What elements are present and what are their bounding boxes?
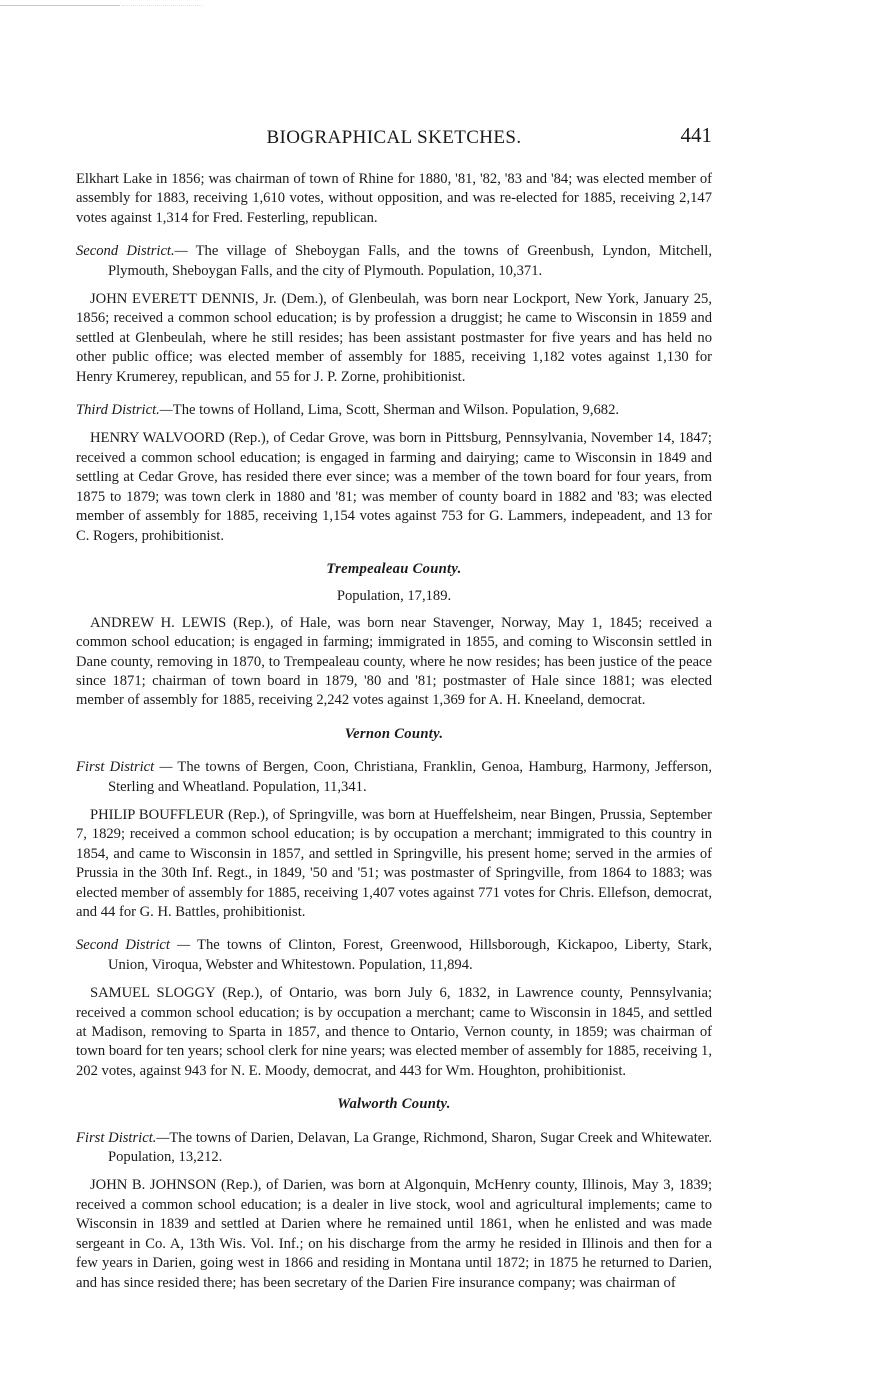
running-head — [76, 123, 712, 152]
bio-dennis: JOHN EVERETT DENNIS, Jr. (Dem.), of Glenbeulah, was born near Lockport, New York, January 25, 1856; received a common school education; is by profession a druggist; he came to Wisconsin in 1859 and settled at Glenbeulah, where he still resides; has been assistant postmaster for five years and has held no other public office; was elected member of assembly for 1885, receiving 1,182 votes against 1,130 for Henry Krumerey, republican, and 55 for J. P. Zorne, prohibitionist. — [76, 291, 712, 385]
district-heading-sheboygan-third — [76, 401, 712, 420]
district-heading-sheboygan-second — [76, 242, 712, 281]
county-population: Population, 17,189. — [336, 588, 452, 605]
bio-walvoord: HENRY WALVOORD (Rep.), of Cedar Grove, was born in Pittsburg, Pennsylvania, November 14, 1847; received a common school education; is engaged in farming and dairying; came to Wisconsin in 1849 and settling at Cedar Grove, has resided there ever since; was a member of the town board for four years, from 1875 to 1879; was town clerk in 1880 and '81; was member of county board in 1882 and '83; was elected member of assembly for 1885, receiving 1,154 votes against 753 for G. Lammers, indepeadent, and 13 for C. Rogers, prohibitionist. — [76, 430, 712, 544]
running-title: BIOGRAPHICAL SKETCHES. — [266, 127, 522, 148]
district-label: Second District — — [76, 937, 191, 954]
continuation-paragraph: Elkhart Lake in 1856; was chairman of town of Rhine for 1880, '81, '82, '83 and '84; was elected member of assembly for 1883, receiving 1,610 votes, without opposition, and was re-elected for 1885, receiving 2,147 votes against 1,314 for Fred. Festerling, republican. — [76, 171, 712, 226]
bio-sloggy: SAMUEL SLOGGY (Rep.), of Ontario, was born July 6, 1832, in Lawrence county, Pennsylvania; received a common school education; is by occupation a merchant; came to Wisconsin in 1845, and settled at Madison, removing to Sparta in 1857, and thence to Ontario, Vernon county, in 1859; was chairman of town board for ten years; school clerk for nine years; was elected member of assembly for 1885, receiving 1, 202 votes, against 943 for N. E. Moody, democrat, and 443 for Wm. Houghton, prohibitionist. — [76, 985, 712, 1079]
county-heading-vernon: Vernon County. — [344, 725, 444, 742]
county-heading-trempealeau: Trempealeau County. — [326, 560, 462, 577]
page-content — [76, 123, 713, 1303]
bio-johnson: JOHN B. JOHNSON (Rep.), of Darien, was born at Algonquin, McHenry county, Illinois, May 3, 1839; received a common school education; is a dealer in live stock, wool and agricultural implements; came to Wisconsin in 1839 and settled at Darien where he remained until 1861, when he enlisted and was made sergeant in Co. A, 13th Wis. Vol. Inf.; on his discharge from the army he resided in Illinois and then for a few years in Darien, going west in 1866 and residing in Montana until 1872; in 1875 he returned to Darien, and has since resided there; has been secretary of the Darien Fire insurance company; was chairman of — [76, 1177, 712, 1291]
district-label: Third District.— — [76, 402, 173, 419]
district-label: First District.— — [76, 1129, 170, 1146]
top-edge-rule — [0, 5, 120, 6]
district-label: First District — — [76, 759, 173, 776]
district-description: The towns of Darien, Delavan, La Grange, Richmond, Sharon, Sugar Creek and Whitewater. Population, 13,212. — [108, 1129, 712, 1166]
bio-lewis: ANDREW H. LEWIS (Rep.), of Hale, was born near Stavenger, Norway, May 1, 1845; received a common school education; is engaged in farming; immigrated in 1855, and coming to Wisconsin settled in Dane county, removing in 1870, to Trempealeau county, where he now resides; has been justice of the peace since 1871; chairman of town board in 1879, '80 and '81; postmaster of Hale since 1881; was elected member of assembly for 1885, receiving 2,242 votes against 1,369 for A. H. Kneeland, democrat. — [76, 614, 712, 709]
district-description: The towns of Holland, Lima, Scott, Sherman and Wilson. Population, 9,682. — [172, 402, 620, 419]
bio-bouffleur: PHILIP BOUFFLEUR (Rep.), of Springville, was born at Hueffelsheim, near Bingen, Prussia, September 7, 1829; received a common school education; is by occupation a merchant; immigrated to this country in 1854, and came to Wisconsin in 1857, and settled in Springville, his present home; served in the armies of Prussia in the 30th Inf. Regt., in 1849, '50 and '51; was postmaster of Springville, from 1864 to 1883; was elected member of assembly for 1885, receiving 1,407 votes against 771 votes for Chris. Ellefson, democrat, and 44 for G. H. Battles, prohibitionist. — [76, 806, 712, 920]
district-heading-walworth-first — [76, 1129, 712, 1168]
top-edge-rule-faint — [122, 5, 202, 6]
district-description: The village of Sheboygan Falls, and the towns of Greenbush, Lyndon, Mitchell, Plymouth, Sheboygan Falls, and the city of Plymouth. Population, 10,371. — [108, 243, 712, 279]
district-description: The towns of Bergen, Coon, Christiana, Franklin, Genoa, Hamburg, Harmony, Jefferson, Sterling and Wheatland. Population, 11,341. — [108, 759, 713, 795]
district-heading-vernon-second — [76, 936, 712, 975]
district-label: Second District.— — [76, 243, 188, 260]
page-number: 441 — [680, 123, 712, 147]
county-heading-walworth: Walworth County. — [337, 1096, 451, 1113]
district-heading-vernon-first — [76, 758, 712, 797]
district-description: The towns of Clinton, Forest, Greenwood, Hillsborough, Kickapoo, Liberty, Stark, Union, Viroqua, Webster and Whitestown. Population, 11,894. — [108, 937, 712, 973]
